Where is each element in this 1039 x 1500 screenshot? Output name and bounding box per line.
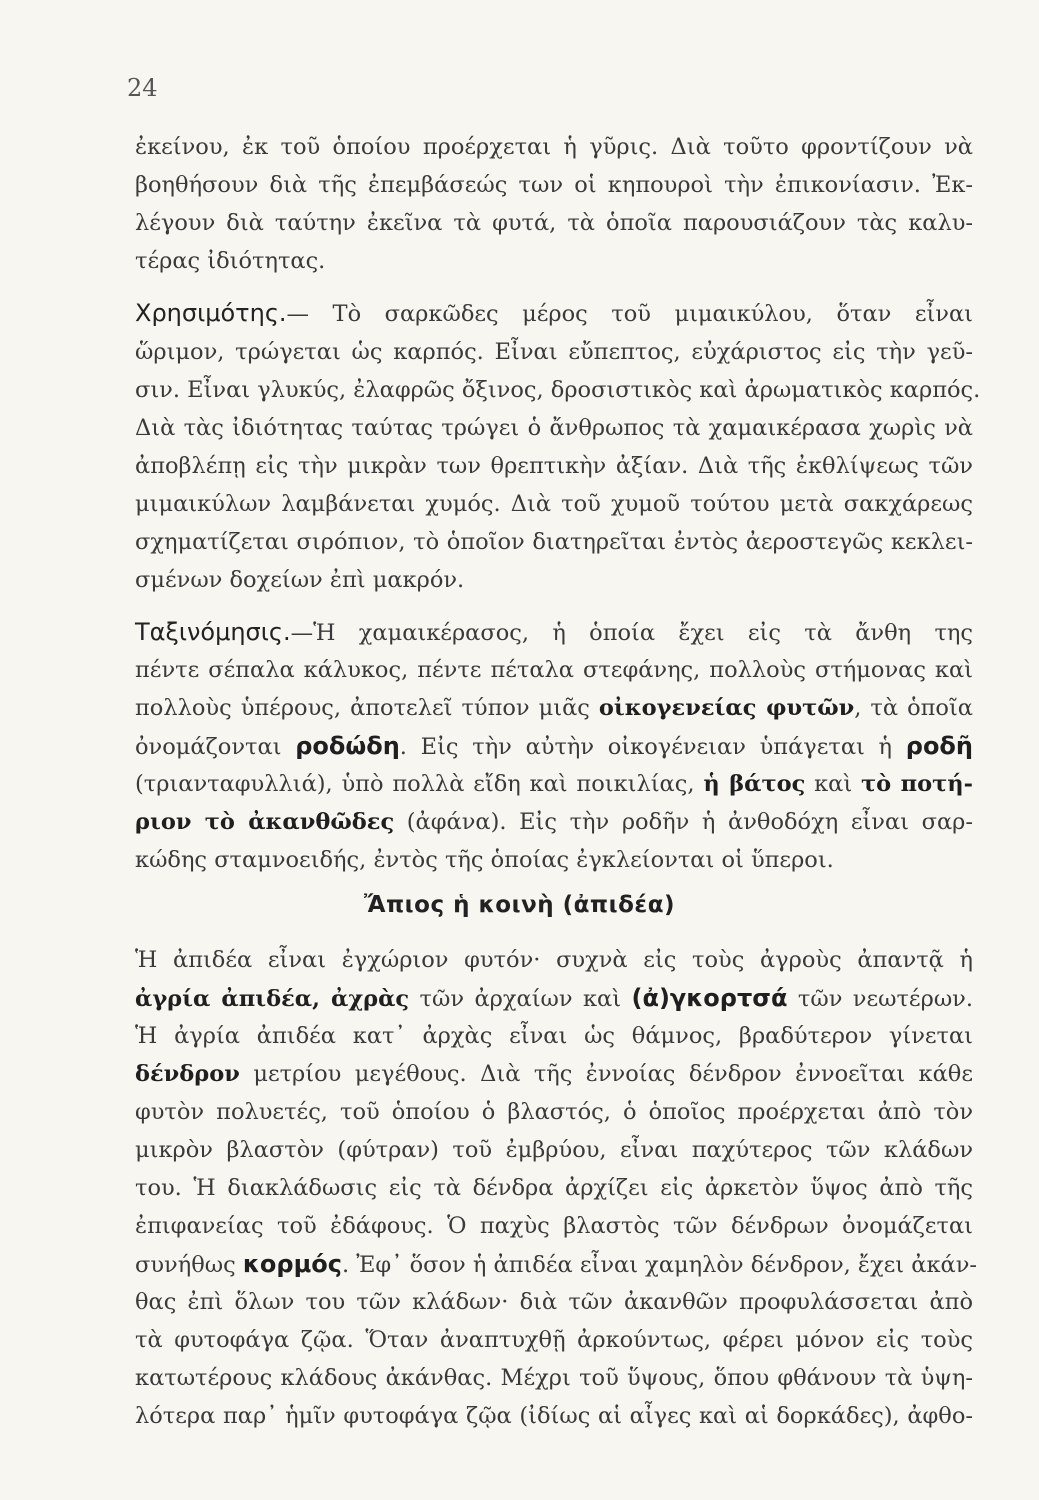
text-segment: τῶν ἀρχαίων καὶ bbox=[409, 986, 632, 1012]
text-segment: ὀνομάζονται bbox=[135, 734, 296, 760]
text-segment: καὶ bbox=[805, 771, 862, 797]
text-line bbox=[135, 1249, 978, 1280]
emphasized-term: ριον τὸ ἀκανθῶδες bbox=[135, 809, 395, 835]
text-segment: του. Ἡ διακλάδωσις εἰς τὰ δένδρα ἀρχίζει εἰς ἀρκετὸν ὕψος ἀπὸ τῆς bbox=[135, 1175, 973, 1201]
page-number: 24 bbox=[127, 74, 158, 102]
emphasized-term: ροδώδη bbox=[295, 732, 400, 760]
text-segment: . Ἐφ᾿ ὅσον ἡ ἀπιδέα εἶναι χαμηλὸν δένδρον, ἔχει ἀκάν- bbox=[341, 1252, 978, 1278]
emphasized-term: τὸ ποτή- bbox=[861, 771, 973, 797]
text-line bbox=[135, 413, 973, 443]
text-segment: τῶν νεωτέρων. bbox=[787, 986, 973, 1012]
text-segment: ἐκείνου, ἐκ τοῦ ὁποίου προέρχεται ἡ γῦρις. Διὰ τοῦτο φροντίζουν νὰ bbox=[135, 134, 973, 160]
emphasized-term: ροδῆ bbox=[905, 732, 974, 760]
text-segment: πέντε σέπαλα κάλυκος, πέντε πέταλα στεφάνης, πολλοὺς στήμονας καὶ bbox=[135, 657, 973, 683]
text-segment: —Ἡ χαμαικέρασος, ἡ ὁποία ἔχει εἰς τὰ ἄνθη της bbox=[290, 620, 973, 646]
text-line bbox=[135, 1363, 973, 1393]
text-segment: μιμαικύλων λαμβάνεται χυμός. Διὰ τοῦ χυμοῦ τούτου μετὰ σακχάρεως bbox=[135, 491, 973, 517]
text-line bbox=[135, 489, 973, 519]
emphasized-term: ἡ βάτος bbox=[703, 771, 806, 797]
text-segment: . Εἰς τὴν αὐτὴν οἰκογένειαν ὑπάγεται ἡ bbox=[399, 734, 906, 760]
text-segment: μικρὸν βλαστὸν (φύτραν) τοῦ ἐμβρύου, εἶναι παχύτερος τῶν κλάδων bbox=[135, 1137, 973, 1163]
text-line bbox=[135, 769, 973, 799]
text-segment: ὥριμον, τρώγεται ὡς καρπός. Εἶναι εὔπεπτος, εὐχάριστος εἰς τὴν γεῦ- bbox=[135, 339, 973, 365]
text-line bbox=[135, 655, 973, 685]
text-line bbox=[135, 527, 973, 557]
emphasized-term: δένδρον bbox=[135, 1061, 240, 1087]
text-line bbox=[135, 298, 973, 329]
text-line bbox=[135, 945, 973, 975]
text-line bbox=[135, 375, 981, 405]
text-segment: , τὰ ὁποῖα bbox=[854, 695, 973, 721]
text-segment: ἀποβλέπῃ εἰς τὴν μικρὰν των θρεπτικὴν ἀξίαν. Διὰ τῆς ἐκθλίψεως τῶν bbox=[135, 453, 973, 479]
text-segment: κώδης σταμνοειδής, ἐντὸς τῆς ὁποίας ἐγκλείονται οἱ ὕπεροι. bbox=[135, 847, 834, 873]
text-line bbox=[135, 132, 973, 162]
text-line bbox=[135, 170, 973, 200]
text-segment: φυτὸν πολυετές, τοῦ ὁποίου ὁ βλαστός, ὁ ὁποῖος προέρχεται ἀπὸ τὸν bbox=[135, 1099, 973, 1125]
text-line bbox=[135, 1097, 973, 1127]
text-line bbox=[135, 565, 973, 595]
text-segment: κατωτέρους κλάδους ἀκάνθας. Μέχρι τοῦ ὕψους, ὅπου φθάνουν τὰ ὑψη- bbox=[135, 1365, 973, 1391]
text-segment: τὰ φυτοφάγα ζῷα. Ὅταν ἀναπτυχθῇ ἀρκούντως, φέρει μόνον εἰς τοὺς bbox=[135, 1327, 973, 1353]
text-line bbox=[135, 1059, 973, 1089]
text-line bbox=[135, 208, 973, 238]
text-line bbox=[135, 983, 973, 1014]
text-line bbox=[135, 1325, 973, 1355]
text-segment: τέρας ἰδιότητας. bbox=[135, 248, 326, 274]
text-line bbox=[135, 693, 973, 723]
text-segment: συνήθως bbox=[135, 1252, 243, 1278]
text-segment: σμένων δοχείων ἐπὶ μακρόν. bbox=[135, 567, 465, 593]
emphasized-term: Ταξινόμησις. bbox=[135, 618, 291, 646]
emphasized-term: ἀγρία ἀπιδέα, ἀχρὰς bbox=[135, 986, 410, 1012]
text-segment: σχηματίζεται σιρόπιον, τὸ ὁποῖον διατηρεῖται ἐντὸς ἀεροστεγῶς κεκλει- bbox=[135, 529, 973, 555]
text-line bbox=[135, 1401, 973, 1431]
text-segment: θας ἐπὶ ὅλων του τῶν κλάδων· διὰ τῶν ἀκανθῶν προφυλάσσεται ἀπὸ bbox=[135, 1289, 973, 1315]
text-line bbox=[135, 451, 973, 481]
text-segment: Ἡ ἀγρία ἀπιδέα κατ᾿ ἀρχὰς εἶναι ὡς θάμνος, βραδύτερον γίνεται bbox=[135, 1023, 973, 1049]
text-segment: πολλοὺς ὑπέρους, ἀποτελεῖ τύπον μιᾶς bbox=[135, 695, 599, 721]
text-line bbox=[135, 1021, 973, 1051]
text-segment: βοηθήσουν διὰ τῆς ἐπεμβάσεώς των οἱ κηπουροὶ τὴν ἐπικονίασιν. Ἐκ- bbox=[135, 172, 973, 198]
emphasized-term: (ἀ)γκορτσά bbox=[631, 984, 788, 1012]
emphasized-term: κορμός bbox=[242, 1250, 342, 1278]
text-segment: (ἀφάνα). Εἰς τὴν ροδῆν ἡ ἀνθοδόχη εἶναι σαρ- bbox=[394, 809, 974, 835]
text-line bbox=[135, 617, 973, 648]
text-line bbox=[135, 1135, 973, 1165]
text-line bbox=[135, 1173, 973, 1203]
text-segment: μετρίου μεγέθους. Διὰ τῆς ἐννοίας δένδρον ἐννοεῖται κάθε bbox=[239, 1061, 973, 1087]
text-segment: Ἡ ἀπιδέα εἶναι ἐγχώριον φυτόν· συχνὰ εἰς τοὺς ἀγροὺς ἀπαντᾷ ἡ bbox=[135, 947, 973, 973]
text-line bbox=[135, 246, 973, 276]
text-segment: σιν. Εἶναι γλυκύς, ἐλαφρῶς ὄξινος, δροσιστικὸς καὶ ἀρωματικὸς καρπός. bbox=[135, 377, 981, 403]
text-line bbox=[135, 1287, 973, 1317]
text-segment: λέγουν διὰ ταύτην ἐκεῖνα τὰ φυτά, τὰ ὁποῖα παρουσιάζουν τὰς καλυ- bbox=[135, 210, 973, 236]
text-line bbox=[135, 807, 973, 837]
text-segment: — Τὸ σαρκῶδες μέρος τοῦ μιμαικύλου, ὅταν εἶναι bbox=[286, 301, 973, 327]
text-line bbox=[135, 845, 973, 875]
text-line bbox=[135, 337, 973, 367]
text-segment: ἐπιφανείας τοῦ ἐδάφους. Ὁ παχὺς βλαστὸς τῶν δένδρων ὀνομάζεται bbox=[135, 1213, 973, 1239]
text-segment: λότερα παρ᾿ ἡμῖν φυτοφάγα ζῷα (ἰδίως αἱ αἶγες καὶ αἱ δορκάδες), ἀφθο- bbox=[135, 1403, 973, 1429]
emphasized-term: Χρησιμότης. bbox=[135, 299, 287, 327]
emphasized-term: οἰκογενείας φυτῶν bbox=[598, 695, 855, 721]
text-line bbox=[135, 1211, 973, 1241]
text-segment: Διὰ τὰς ἰδιότητας ταύτας τρώγει ὁ ἄνθρωπος τὰ χαμαικέρασα χωρὶς νὰ bbox=[135, 415, 973, 441]
text-segment: (τριανταφυλλιά), ὑπὸ πολλὰ εἴδη καὶ ποικιλίας, bbox=[135, 771, 704, 797]
section-heading: Ἄπιος ἡ κοινὴ (ἀπιδέα) bbox=[363, 892, 676, 918]
text-line bbox=[135, 731, 973, 762]
